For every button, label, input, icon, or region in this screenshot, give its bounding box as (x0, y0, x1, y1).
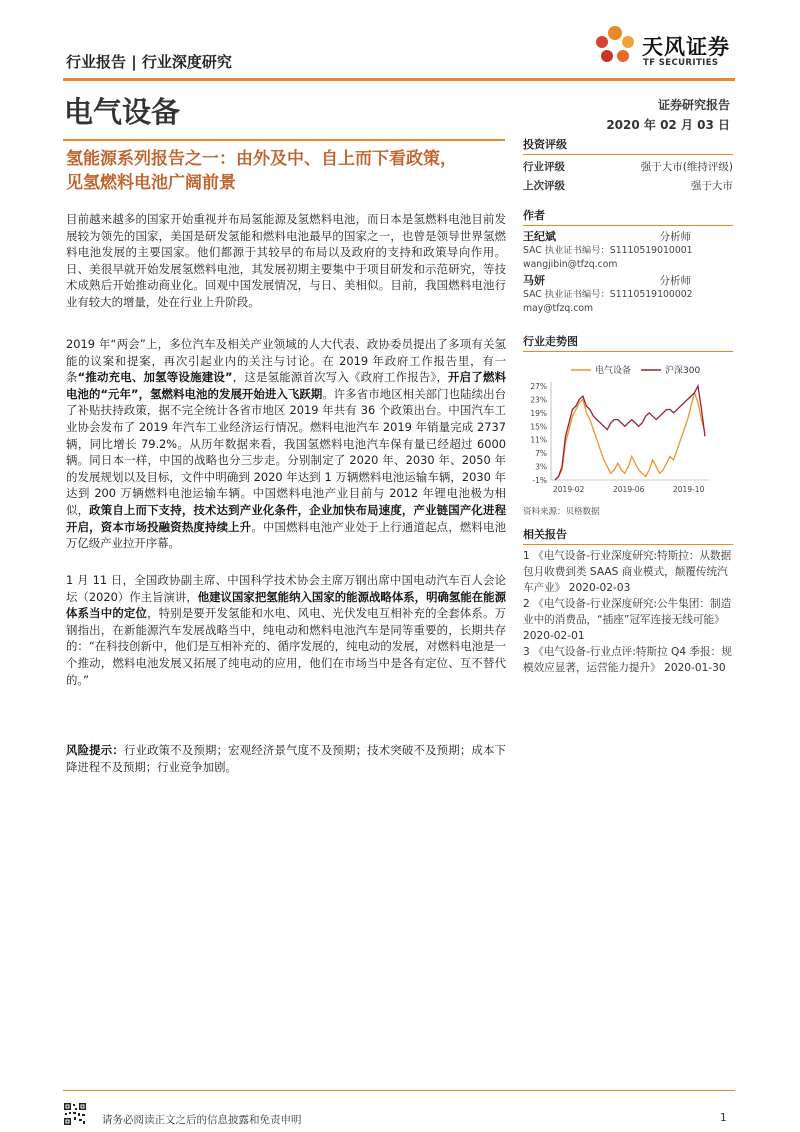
paragraph-3 (66, 572, 506, 688)
p2-bold-b: “推动充电、加氢等设施建设” (77, 370, 233, 385)
related-heading: 相关报告 (523, 526, 733, 545)
author-cert: SAC 执业证书编号：S1110519100002 (523, 289, 693, 300)
report-date: 2020 年 02 月 03 日 (606, 118, 730, 132)
sector-title: 电气设备 (64, 95, 181, 129)
x-tick-label: 2019-10 (673, 485, 705, 494)
rating-row (523, 158, 733, 177)
header-divider (63, 78, 735, 81)
footer-disclaimer[interactable]: 请务必阅读正文之后的信息披露和免责申明 (102, 1114, 302, 1126)
title-divider (63, 139, 505, 141)
author-role: 分析师 (659, 231, 691, 243)
y-tick-label: 27% (530, 382, 547, 391)
qr-code-icon (63, 1102, 95, 1126)
trend-panel (523, 333, 733, 517)
rating-value: 强于大市(维持评级) (640, 161, 733, 173)
logo-text-cn: 天风证券 (642, 35, 730, 59)
rating-value: 强于大市 (691, 180, 733, 192)
author-email[interactable]: may@tfzq.com (523, 303, 594, 314)
y-tick-label: 7% (535, 449, 547, 459)
legend-label: 沪深300 (665, 366, 701, 376)
y-tick-label: 15% (530, 422, 547, 432)
footer-divider (63, 1090, 735, 1091)
y-tick-label: 3% (535, 462, 547, 472)
x-tick-label: 2019-02 (553, 485, 585, 494)
p2-text-e: 。许多省市地区相关部门也陆续出台了补贴扶持政策，据不完全统计各省市地区 2019 年共有 36 个政策出台。中国汽车工业协会发布了 2019 年汽车工业经济运行情况。燃料电池汽车 2019 年销量完成 2737 辆，同比增长 79.2%。从历年数据来看，我国氢燃料电池汽车保有量已经超过 6000 辆。同日本一样，中国的战略也分三步走。分别制定了 2020 年、2030 年、2050 年的发展规划以及目标，文件中明确到 2020 年达到 1 万辆燃料电池运输车辆，2030 年达到 200 万辆燃料电池运输车辆。中国燃料电池产业目前与 2012 年锂电池极为相似， (66, 386, 506, 517)
rating-heading: 投资评级 (523, 136, 733, 155)
author-card (523, 230, 733, 272)
y-tick-label: 19% (530, 408, 547, 418)
y-tick-label: 23% (530, 395, 547, 405)
title-line-1: 氢能源系列报告之一：由外及中、自上而下看政策， (66, 149, 457, 169)
trend-heading: 行业走势图 (523, 333, 733, 352)
x-tick-label: 2019-06 (613, 485, 645, 494)
author-cert: SAC 执业证书编号：S1110519010001 (523, 245, 693, 256)
p3-text-a: 1 月 11 日，全国政协副主席、中国科学技术协会主席万钢出席中国电动汽车百人会论坛（2020）作主旨演讲， (66, 573, 506, 604)
report-title (66, 147, 506, 195)
company-logo (590, 20, 740, 70)
p2-text-c: ，这是氢能源首次写入《政府工作报告》， (232, 370, 449, 385)
y-tick-label: 11% (530, 435, 547, 445)
related-panel (523, 526, 733, 676)
report-category: 行业报告 | 行业深度研究 (66, 53, 232, 71)
title-line-2: 见氢燃料电池广阔前景 (66, 173, 236, 193)
page-number: 1 (720, 1112, 727, 1124)
paragraph-1: 目前越来越多的国家开始重视并布局氢能源及氢燃料电池，而日本是氢燃料电池目前发展较为领先的国家，美国是研发氢能和燃料电池最早的国家之一，也曾是领导世界氢燃料电池发展的主要国家。他们都源于其较早的布局以及政府的支持和政策导向作用。日、美很早就开始发展氢燃料电池，其发展初期主要集中于项目研发和示范研究，等技术成熟后开始推动商业化。回观中国发展情况，与日、美相似。目前，我国燃料电池行业有较大的增量，处在行业上升阶段。 (66, 212, 506, 309)
rating-key: 上次评级 (523, 180, 565, 192)
trend-chart (523, 356, 733, 501)
logo-flower-icon (590, 20, 640, 70)
related-report-item[interactable]: 3 《电气设备-行业点评:特斯拉 Q4 季报：规模效应显著，运营能力提升》 2020-01-30 (523, 646, 732, 674)
p2-text-a: 2019 年“两会”上，多位汽车及相关产业领域的人大代表、政协委员提出了多项有关氢能的议案和提案，再次引起业内的关注与讨论。在 2019 年政府工作报告里，有一条 (66, 337, 506, 385)
rating-panel (523, 136, 733, 196)
author-role: 分析师 (659, 275, 691, 287)
author-panel (523, 207, 733, 316)
rating-row (523, 177, 733, 196)
paragraph-2 (66, 336, 506, 552)
p2-text-g: 。中国燃料电池产业处于上行通道起点，燃料电池万亿级产业拉开序幕。 (66, 519, 506, 551)
author-name: 王纪斌 (523, 230, 556, 243)
risk-warning (66, 742, 506, 775)
p2-bold-d: 开启了燃料电池的“元年”，氢燃料电池的发展开始进入飞跃期 (66, 370, 506, 401)
related-report-item[interactable]: 2 《电气设备-行业深度研究:公牛集团：制造业中的消费品，“插座”冠军连接无线可能》 2020-02-01 (523, 598, 732, 642)
risk-label: 风险提示： (66, 743, 124, 757)
series-line (555, 393, 705, 480)
logo-text-en: TF SECURITIES (643, 58, 719, 68)
p2-bold-f: 政策自上而下支持，技术达到产业化条件，企业加快布局速度，产业链国产化进程开启，资本市场投融资热度持续上升 (66, 502, 506, 534)
legend-label: 电气设备 (595, 366, 632, 376)
report-type: 证券研究报告 (657, 98, 730, 112)
rating-key: 行业评级 (523, 161, 565, 173)
y-tick-label: -1% (532, 476, 547, 485)
chart-source: 资料来源：贝格数据 (523, 507, 600, 517)
risk-text: 行业政策不及预期；宏观经济景气度不及预期；技术突破不及预期；成本下降进程不及预期；行业竞争加剧。 (66, 743, 506, 774)
author-name: 马妍 (523, 274, 545, 287)
author-card (523, 274, 733, 316)
p3-bold-b: 他建议国家把氢能纳入国家的能源战略体系，明确氢能在能源体系当中的定位 (66, 589, 506, 621)
author-heading: 作者 (523, 207, 733, 226)
p3-text-c: ，特别是要开发氢能和水电、风电、光伏发电互相补充的全套体系。万钢指出，在新能源汽车发展战略当中，纯电动和燃料电池汽车是同等重要的，长期共存的：“在科技创新中，他们是互相补充的、循序发展的，纯电动的发展，对燃料电池是一个推动，燃料电池发展又拓展了纯电动的应用，他们在市场当中是各有定位、互不替代的。” (66, 606, 506, 687)
author-email[interactable]: wangjibin@tfzq.com (523, 259, 618, 270)
related-report-item[interactable]: 1 《电气设备-行业深度研究:特斯拉：从数据包月收费到类 SAAS 商业模式，颠覆传统汽车产业》 2020-02-03 (523, 550, 732, 594)
